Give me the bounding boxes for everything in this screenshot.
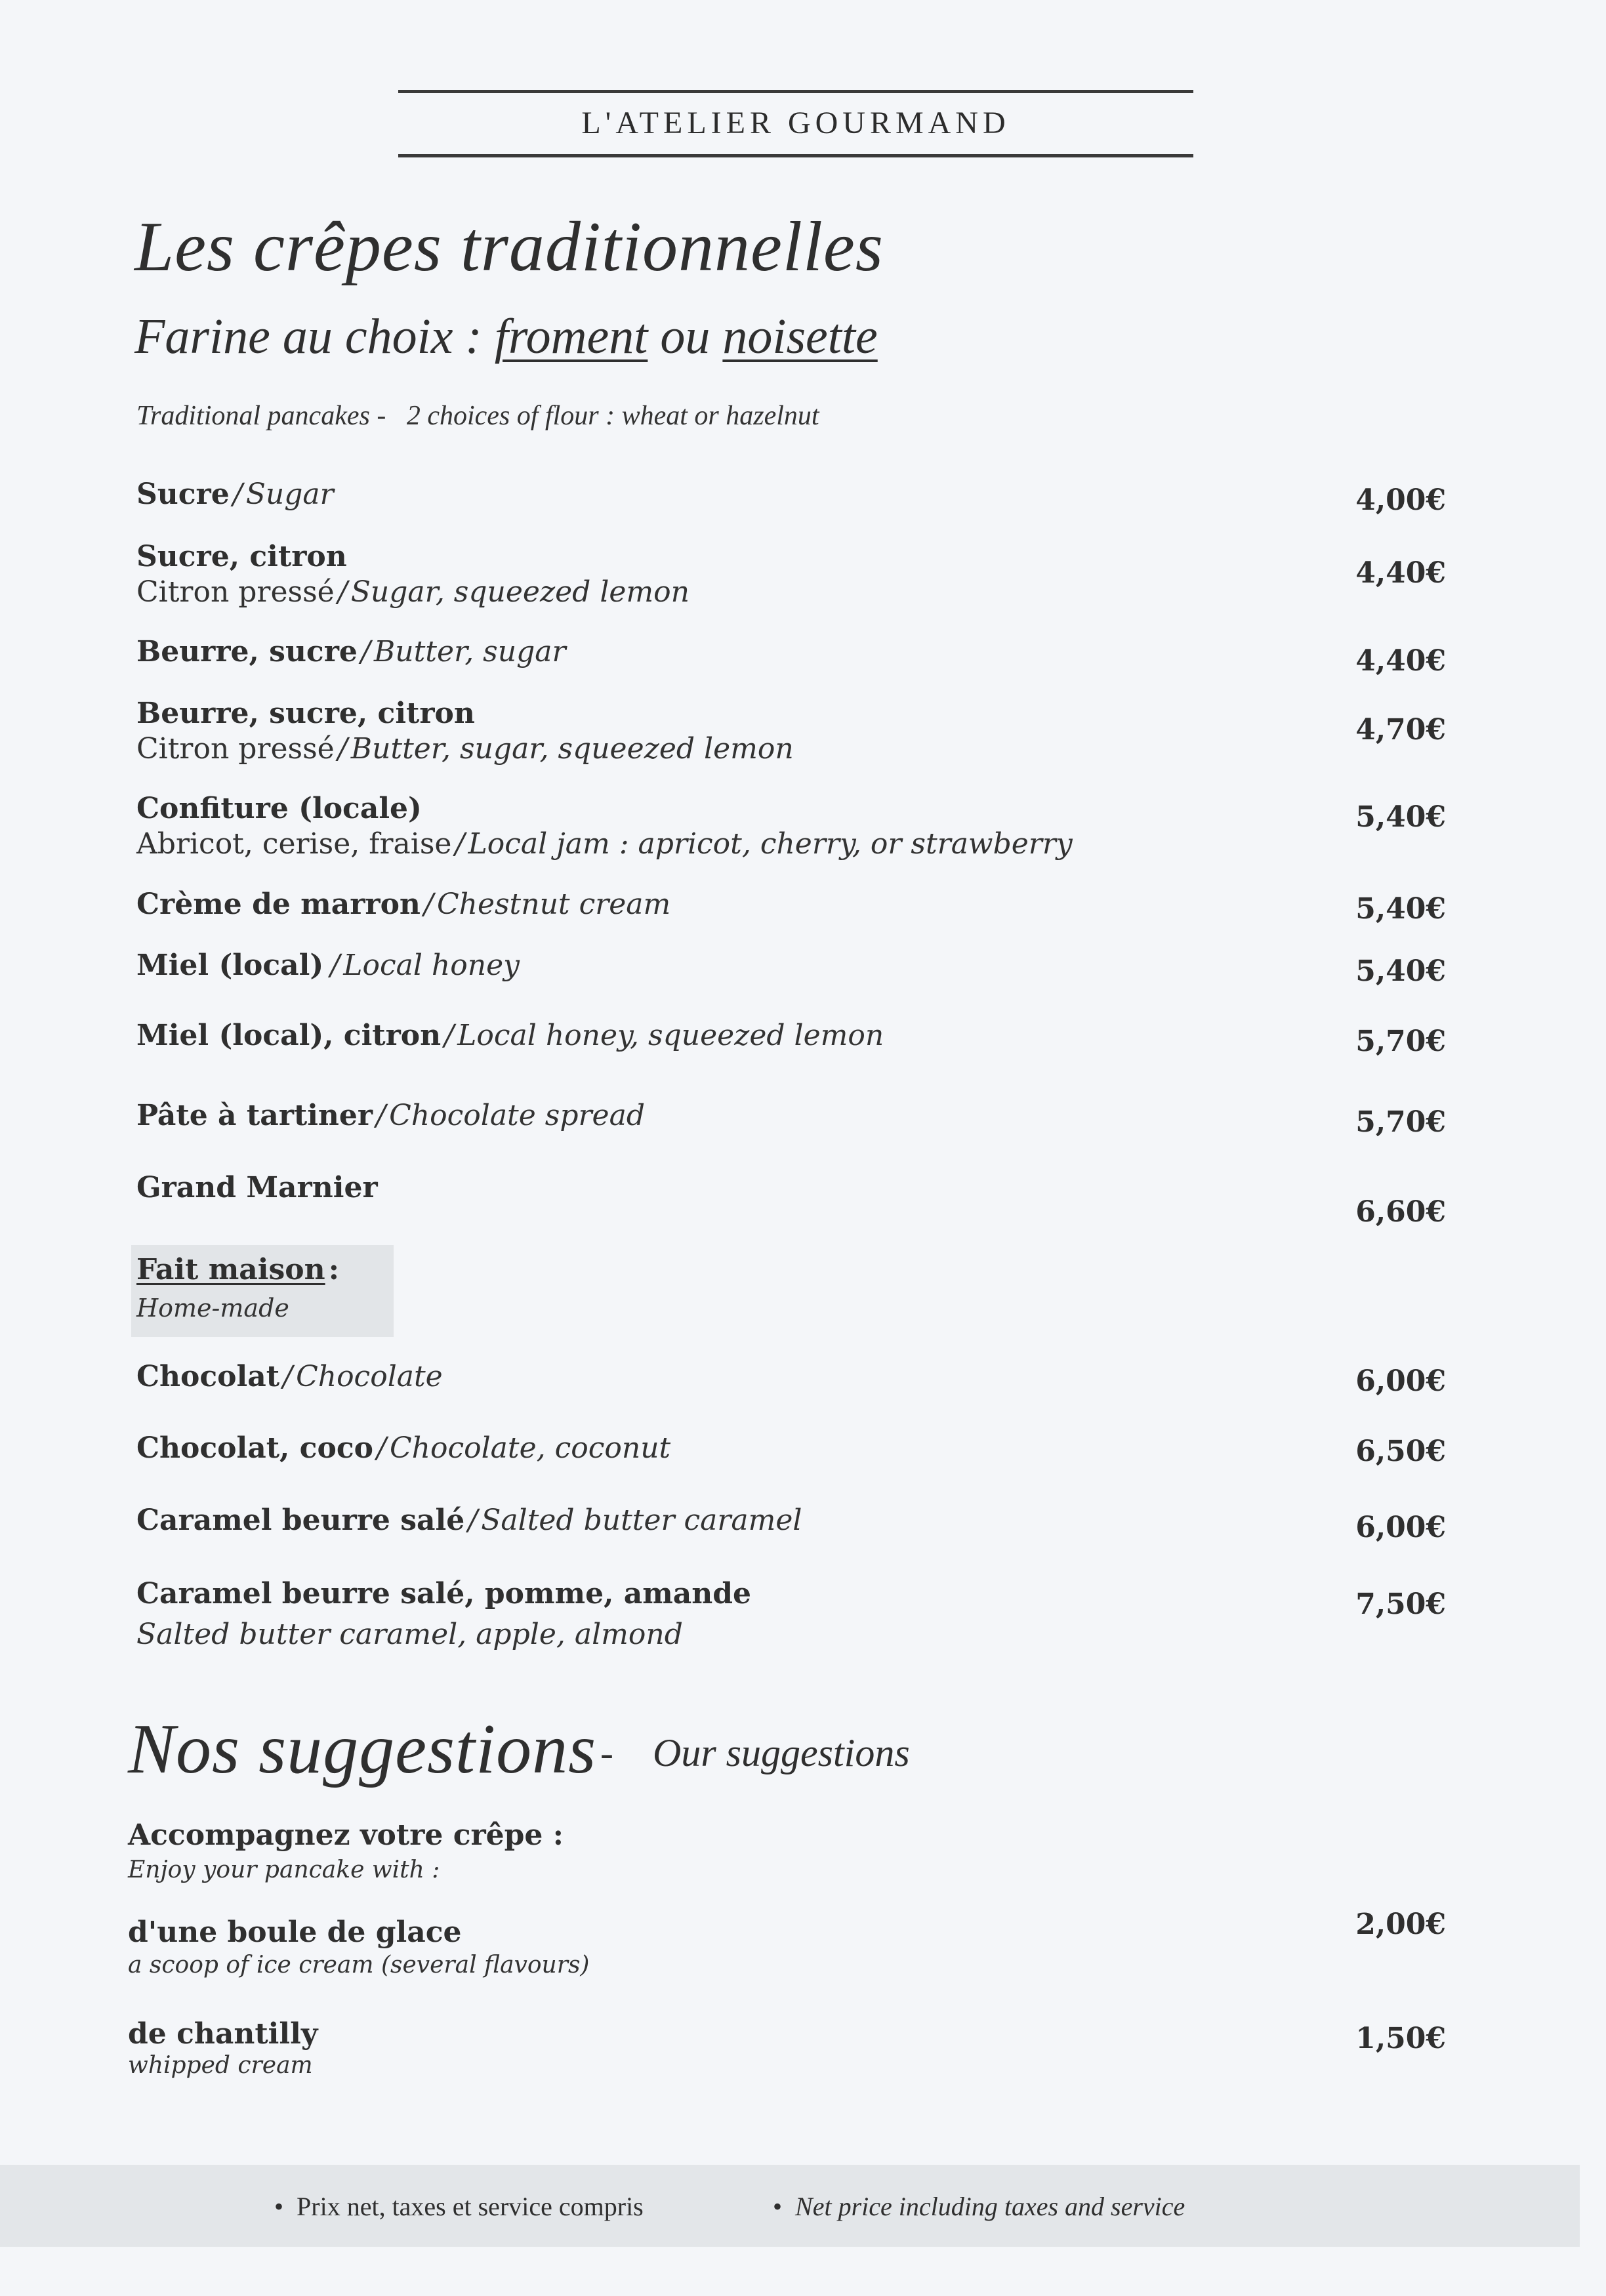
item-name-en: Chocolate: [296, 1360, 443, 1393]
suggestion-ice-cream: d'une boule de glace: [128, 1916, 462, 1949]
item-name-en: Salted butter caramel: [481, 1504, 802, 1537]
footer-text-fr: Prix net, taxes et service compris: [297, 2192, 644, 2221]
menu-item-beurre-sucre-citron: Beurre, sucre, citron: [136, 697, 475, 730]
item-price: 5,40€: [1355, 800, 1446, 834]
tagline-part-1: Traditional pancakes -: [136, 401, 386, 431]
item-name-en: Local jam : apricot, cherry, or strawberry: [468, 827, 1073, 861]
footer-text-en: Net price including taxes and service: [795, 2192, 1185, 2221]
menu-item-chocolat: [136, 1360, 443, 1393]
menu-item-beurre-sucre: [136, 635, 566, 668]
menu-item-confiture-detail: [136, 827, 1073, 861]
item-price: 5,40€: [1355, 892, 1446, 926]
header-rule-top: [398, 90, 1193, 93]
menu-item-miel-citron: [136, 1019, 884, 1052]
homemade-title-line: [136, 1253, 339, 1286]
flour-option-wheat: froment: [494, 309, 648, 364]
item-price: 4,40€: [1355, 644, 1446, 678]
item-separator: /: [444, 1019, 455, 1052]
item-name-fr: Miel (local): [136, 949, 324, 982]
item-separator: /: [330, 949, 340, 982]
header-rule-bottom: [398, 154, 1193, 157]
item-separator: /: [361, 635, 371, 668]
menu-item-confiture: Confiture (locale): [136, 792, 422, 825]
suggestion-price: 1,50€: [1355, 2022, 1446, 2055]
menu-item-creme-marron: [136, 888, 670, 921]
section-title-suggestions: Nos suggestions: [128, 1710, 597, 1788]
item-price: 6,00€: [1355, 1511, 1446, 1544]
suggestions-intro-en: Enjoy your pancake with :: [128, 1856, 440, 1883]
suggestions-title-en: Our suggestions: [653, 1731, 910, 1774]
item-price: 5,70€: [1355, 1105, 1446, 1139]
menu-item-miel: [136, 949, 520, 982]
suggestion-price: 2,00€: [1355, 1908, 1446, 1941]
suggestion-ice-cream-en: a scoop of ice cream (several flavours): [128, 1952, 590, 1978]
restaurant-name: L'ATELIER GOURMAND: [581, 106, 1010, 140]
menu-item-chocolat-coco: [136, 1431, 670, 1465]
item-name-fr: Miel (local), citron: [136, 1019, 442, 1052]
suggestion-chantilly: de chantilly: [128, 2017, 318, 2051]
bullet-icon: •: [274, 2192, 284, 2221]
item-name-en: Chestnut cream: [436, 888, 671, 921]
item-name-en: Sugar: [245, 478, 334, 511]
item-separator: /: [337, 575, 348, 609]
item-name-fr: Chocolat: [136, 1360, 280, 1393]
flour-join: ou: [660, 309, 710, 364]
section-title-traditional: Les crêpes traditionnelles: [134, 208, 884, 286]
item-name-fr: Caramel beurre salé: [136, 1504, 465, 1537]
item-price: 4,70€: [1355, 713, 1446, 747]
menu-item-sucre-citron: Sucre, citron: [136, 540, 347, 573]
menu-item-grand-marnier: Grand Marnier: [136, 1171, 378, 1204]
suggestions-intro-fr: Accompagnez votre crêpe :: [128, 1818, 564, 1852]
item-name-fr: Chocolat, coco: [136, 1431, 373, 1465]
item-separator: /: [455, 827, 465, 861]
item-price: 6,50€: [1355, 1435, 1446, 1468]
item-name-en: Butter, sugar: [373, 635, 566, 668]
menu-item-sucre-citron-detail: [136, 575, 690, 609]
bullet-icon: •: [773, 2192, 783, 2221]
item-price: 7,50€: [1355, 1588, 1446, 1621]
item-name-en: Chocolate spread: [389, 1099, 645, 1132]
flour-prefix: Farine au choix :: [134, 309, 482, 364]
flour-choice-line: [134, 308, 878, 365]
item-price: 4,40€: [1355, 556, 1446, 590]
item-price: 6,00€: [1355, 1364, 1446, 1398]
homemade-title: Fait maison: [136, 1253, 325, 1286]
flour-option-hazelnut: noisette: [722, 309, 878, 364]
item-name-en: Butter, sugar, squeezed lemon: [350, 732, 794, 766]
menu-item-sucre: [136, 478, 334, 511]
item-separator: /: [337, 732, 348, 766]
suggestions-dash: -: [600, 1731, 613, 1774]
item-name-en: Local honey: [343, 949, 520, 982]
menu-item-caramel-pomme-amande: Caramel beurre salé, pomme, amande: [136, 1577, 752, 1610]
item-detail-fr: Citron pressé: [136, 732, 335, 766]
item-price: 5,70€: [1355, 1025, 1446, 1058]
item-name-en: Chocolate, coconut: [389, 1431, 671, 1465]
item-price: 6,60€: [1355, 1195, 1446, 1229]
homemade-colon: :: [328, 1253, 339, 1286]
item-name-fr: Pâte à tartiner: [136, 1099, 373, 1132]
item-name-fr: Beurre, sucre: [136, 635, 358, 668]
item-separator: /: [377, 1431, 386, 1465]
item-name-en: Local honey, squeezed lemon: [457, 1019, 884, 1052]
tagline: [136, 400, 819, 432]
homemade-subtitle: Home-made: [136, 1294, 289, 1322]
item-name-fr: Sucre: [136, 478, 230, 511]
item-name-en: Salted butter caramel, apple, almond: [136, 1618, 683, 1651]
item-name-en: Sugar, squeezed lemon: [350, 575, 690, 609]
item-price: 4,00€: [1355, 483, 1446, 517]
tagline-part-2: 2 choices of flour : wheat or hazelnut: [406, 401, 819, 431]
item-detail-fr: Citron pressé: [136, 575, 335, 609]
item-name-fr: Crème de marron: [136, 888, 421, 921]
suggestion-chantilly-en: whipped cream: [128, 2052, 313, 2079]
item-separator: /: [376, 1099, 386, 1132]
menu-item-caramel: [136, 1504, 802, 1537]
item-price: 5,40€: [1355, 954, 1446, 988]
item-detail-fr: Abricot, cerise, fraise: [136, 827, 452, 861]
menu-item-beurre-sucre-citron-detail: [136, 732, 794, 766]
footer-note-fr: [274, 2191, 644, 2222]
footer-note-en: [773, 2191, 1185, 2222]
menu-item-pate-tartiner: [136, 1099, 645, 1132]
item-separator: /: [232, 478, 243, 511]
item-separator: /: [468, 1504, 478, 1537]
item-separator: /: [424, 888, 434, 921]
item-separator: /: [283, 1360, 293, 1393]
